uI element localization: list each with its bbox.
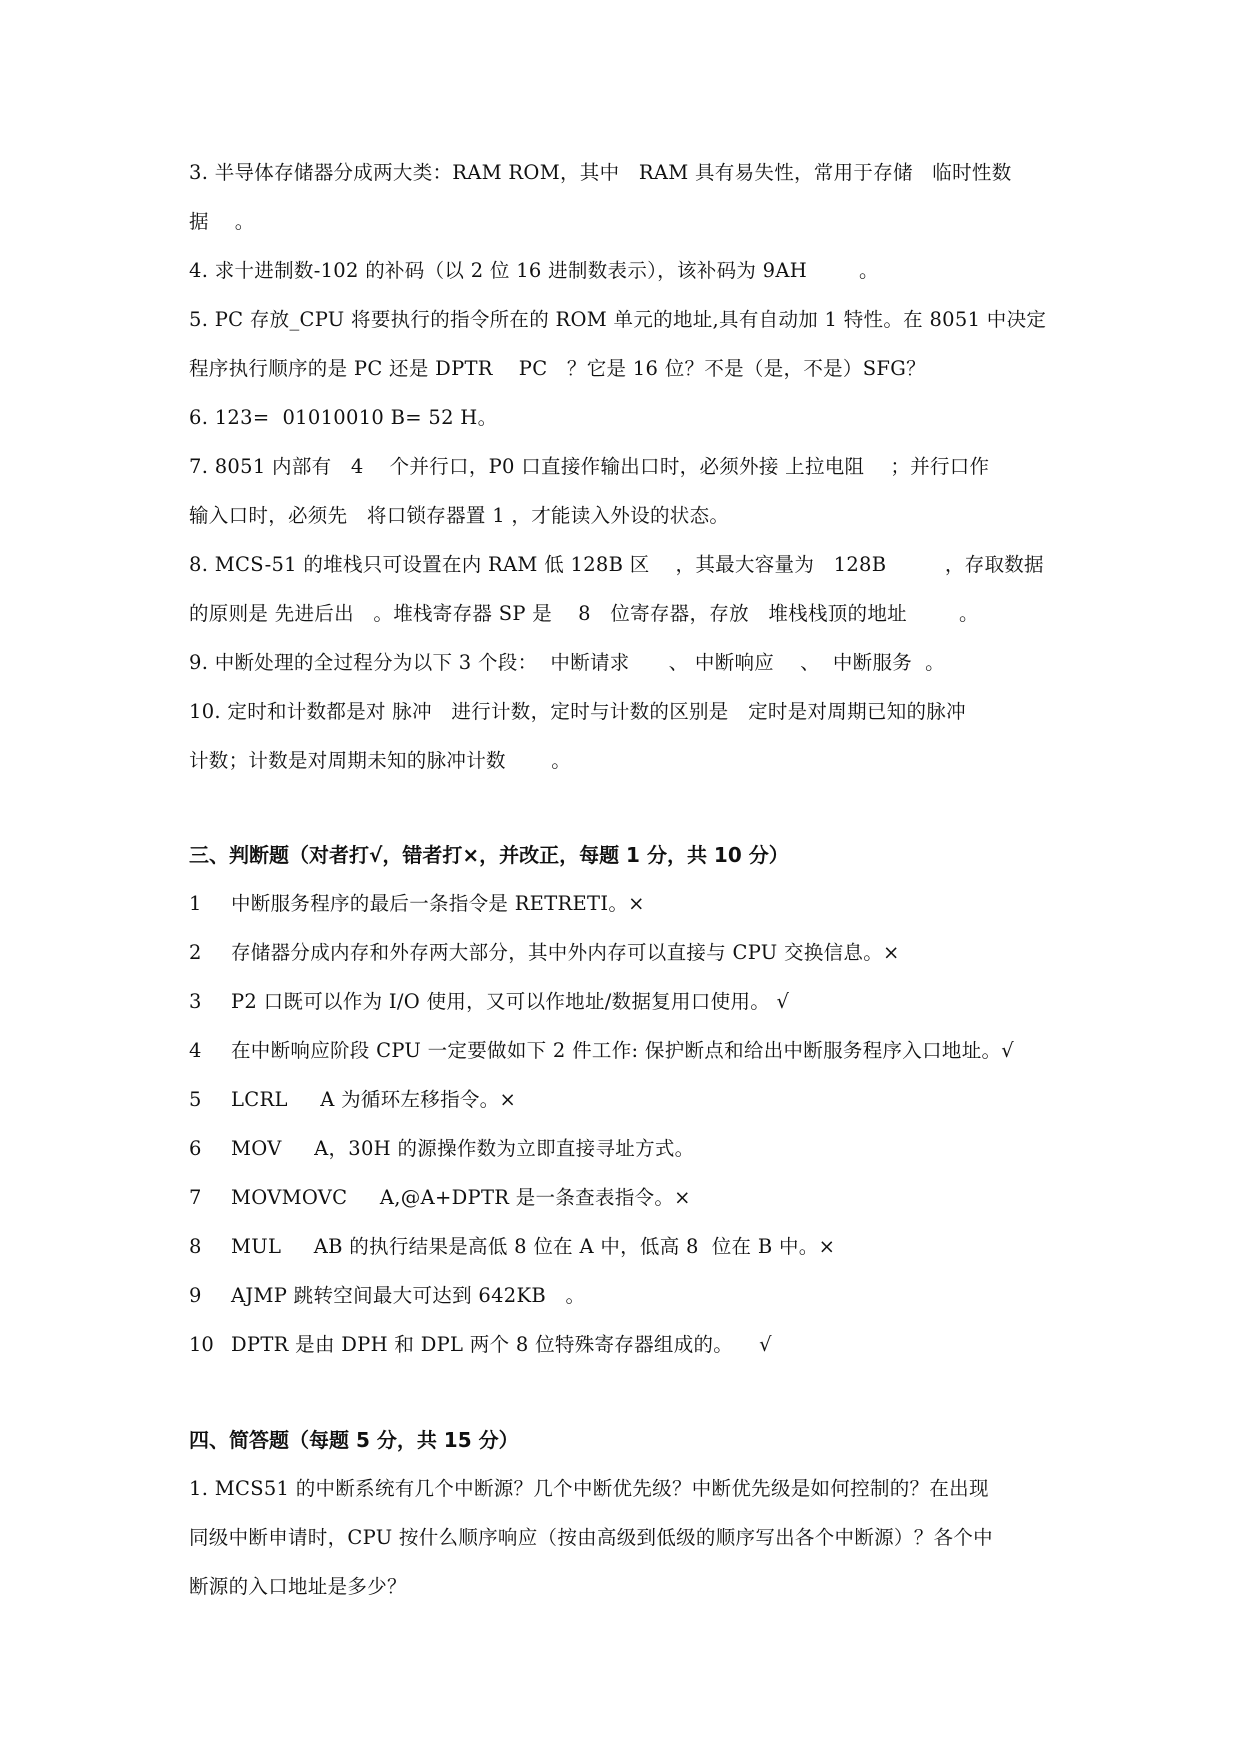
- judge-item-text: DPTR 是由 DPH 和 DPL 两个 8 位特殊寄存器组成的。 √: [231, 1333, 772, 1356]
- judge-item-number: 2: [189, 941, 202, 964]
- short-answer-heading: 四、简答题（每题 5 分，共 15 分）: [189, 1428, 519, 1452]
- fill-line-5b: 程序执行顺序的是 PC 还是 DPTR PC ？它是 16 位？不是（是，不是）SFG？: [189, 357, 926, 380]
- judge-item-number: 8: [189, 1235, 202, 1258]
- judge-item-text: AJMP 跳转空间最大可达到 642KB 。: [231, 1284, 586, 1307]
- fill-line-4: 4. 求十进制数-102 的补码（以 2 位 16 进制数表示），该补码为 9AH 。: [189, 259, 879, 282]
- judge-item-text: 中断服务程序的最后一条指令是 RETRETI。×: [231, 892, 645, 915]
- judge-item-number: 4: [189, 1039, 202, 1062]
- judge-heading: 三、判断题（对者打√，错者打×，并改正，每题 1 分，共 10 分）: [189, 843, 789, 867]
- judge-item-number: 9: [189, 1284, 202, 1307]
- short-answer-line: 1. MCS51 的中断系统有几个中断源？几个中断优先级？中断优先级是如何控制的？在出现: [189, 1477, 989, 1500]
- judge-item-text: P2 口既可以作为 I/O 使用，又可以作地址/数据复用口使用。 √: [231, 990, 790, 1013]
- fill-line-10b: 计数；计数是对周期未知的脉冲计数 。: [189, 749, 572, 772]
- judge-item-text: LCRL A 为循环左移指令。×: [231, 1088, 517, 1111]
- fill-line-7b: 输入口时，必须先 将口锁存器置 1 ，才能读入外设的状态。: [189, 504, 730, 527]
- fill-line-8a: 8. MCS-51 的堆栈只可设置在内 RAM 低 128B 区 ，其最大容量为 128B ，存取数据: [189, 553, 1044, 576]
- judge-item-text: MUL AB 的执行结果是高低 8 位在 A 中，低高 8 位在 B 中。×: [231, 1235, 836, 1258]
- fill-line-3b: 据 。: [189, 210, 255, 233]
- fill-line-10a: 10. 定时和计数都是对 脉冲 进行计数，定时与计数的区别是 定时是对周期已知的脉冲: [189, 700, 966, 723]
- judge-item-number: 7: [189, 1186, 202, 1209]
- fill-line-3a: 3. 半导体存储器分成两大类：RAM ROM，其中 RAM 具有易失性，常用于存储 临时性数: [189, 161, 1012, 184]
- judge-item-number: 1: [189, 892, 202, 915]
- fill-line-9: 9. 中断处理的全过程分为以下 3 个段： 中断请求 、 中断响应 、 中断服务 。: [189, 651, 945, 674]
- short-answer-line: 断源的入口地址是多少？: [189, 1575, 407, 1598]
- judge-item-number: 6: [189, 1137, 202, 1160]
- judge-item-text: 存储器分成内存和外存两大部分，其中外内存可以直接与 CPU 交换信息。×: [231, 941, 900, 964]
- judge-item-number: 5: [189, 1088, 202, 1111]
- judge-item-text: 在中断响应阶段 CPU 一定要做如下 2 件工作: 保护断点和给出中断服务程序入口地址。√: [231, 1039, 1015, 1062]
- judge-item-text: MOV A，30H 的源操作数为立即直接寻址方式。: [231, 1137, 695, 1160]
- fill-line-7a: 7. 8051 内部有 4 个并行口，P0 口直接作输出口时，必须外接 上拉电阻 ；并行口作: [189, 455, 990, 478]
- fill-line-5a: 5. PC 存放_CPU 将要执行的指令所在的 ROM 单元的地址,具有自动加 1 特性。在 8051 中决定: [189, 308, 1047, 331]
- judge-item-text: MOVMOVC A,@A+DPTR 是一条查表指令。×: [231, 1186, 691, 1209]
- judge-item-number: 3: [189, 990, 202, 1013]
- judge-item-number: 10: [189, 1333, 214, 1356]
- fill-line-8b: 的原则是 先进后出 。堆栈寄存器 SP 是 8 位寄存器，存放 堆栈栈顶的地址 。: [189, 602, 979, 625]
- short-answer-line: 同级中断申请时，CPU 按什么顺序响应（按由高级到低级的顺序写出各个中断源）？各个中: [189, 1526, 993, 1549]
- fill-line-6: 6. 123= 01010010 B= 52 H。: [189, 406, 498, 429]
